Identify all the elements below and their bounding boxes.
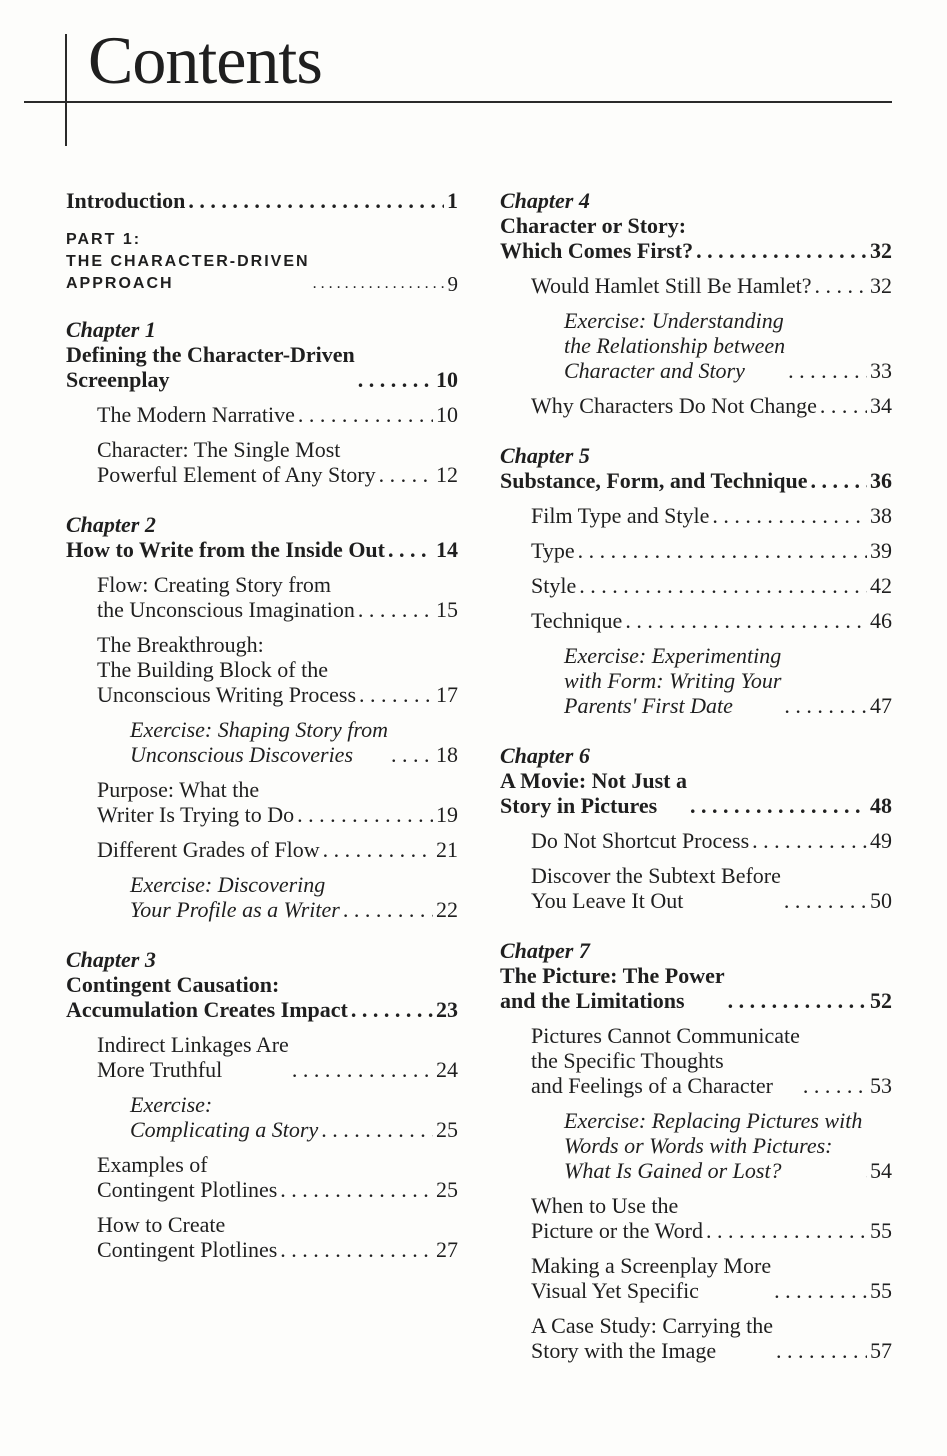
entry-title: Flow: Creating Story from the Unconscious Imagination (97, 572, 355, 622)
chapter-label: Chapter 1 (66, 317, 156, 342)
toc-left-column (66, 188, 458, 1262)
entry-title: The Picture: The Power and the Limitations (500, 963, 725, 1013)
leader-dots (388, 537, 433, 562)
entry-title: Exercise: Shaping Story from Unconscious Discoveries (130, 717, 389, 767)
chapter-4 (500, 188, 892, 418)
toc-entry-chapter-title[interactable] (66, 537, 458, 562)
leader-dots (313, 273, 445, 295)
leader-dots (379, 462, 433, 487)
leader-dots (776, 1338, 867, 1363)
leader-dots (788, 358, 867, 383)
leader-dots (690, 793, 867, 818)
leader-dots (820, 393, 867, 418)
entry-title: Contingent Causation: Accumulation Creates Impact (66, 972, 348, 1022)
entry-page: 14 (436, 537, 458, 562)
entry-page: 36 (870, 468, 892, 493)
toc-entry[interactable] (66, 777, 458, 827)
entry-page: 38 (870, 503, 892, 528)
chapter-6 (500, 743, 892, 913)
entry-title: Exercise: Replacing Pictures with Words or Words with Pictures: What Is Gained or Lost? (564, 1108, 863, 1183)
entry-page: 34 (870, 393, 892, 418)
leader-dots (359, 682, 433, 707)
leader-dots (774, 1278, 867, 1303)
chapter-label: Chapter 2 (66, 512, 156, 537)
entry-title: Exercise: Experimenting with Form: Writing Your Parents' First Date (564, 643, 782, 718)
toc-entry[interactable] (500, 1193, 892, 1243)
leader-dots (784, 888, 867, 913)
entry-title: Exercise: Understanding the Relationship between Character and Story (564, 308, 786, 383)
entry-title: Type (531, 538, 575, 563)
chapter-1 (66, 317, 458, 487)
entry-page: 25 (436, 1117, 458, 1142)
entry-title: Technique (531, 608, 623, 633)
toc-entry-chapter-title[interactable] (500, 963, 892, 1013)
part-label: PART 1: (66, 231, 142, 248)
toc-entry[interactable] (500, 863, 892, 913)
toc-entry-exercise[interactable] (66, 1092, 458, 1142)
toc-entry-chapter-title[interactable] (66, 342, 458, 392)
entry-title: Discover the Subtext Before You Leave It Out (531, 863, 781, 913)
entry-title: Pictures Cannot Communicate the Specific Thoughts and Feelings of a Character (531, 1023, 800, 1098)
entry-title: Introduction (66, 188, 186, 213)
entry-title: The Breakthrough: The Building Block of the Unconscious Writing Process (97, 632, 357, 707)
entry-page: 55 (870, 1218, 892, 1243)
leader-dots (280, 1177, 433, 1202)
entry-page: 17 (436, 682, 458, 707)
toc-entry[interactable] (500, 828, 892, 853)
entry-title: Exercise: Discovering Your Profile as a Writer (130, 872, 340, 922)
toc-entry-chapter-title[interactable] (500, 768, 892, 818)
leader-dots (712, 503, 867, 528)
chapter-2 (66, 512, 458, 922)
leader-dots (391, 742, 433, 767)
entry-title: A Case Study: Carrying the Story with the Image (531, 1313, 773, 1363)
leader-dots (297, 802, 433, 827)
entry-title: The Modern Narrative (97, 402, 295, 427)
leader-dots (706, 1218, 867, 1243)
entry-title: Exercise: Complicating a Story (130, 1092, 319, 1142)
entry-page: 48 (870, 793, 892, 818)
entry-page: 57 (870, 1338, 892, 1363)
chapter-label: Chapter 6 (500, 743, 590, 768)
leader-dots (188, 188, 444, 213)
entry-page: 9 (447, 272, 458, 296)
entry-title: Substance, Form, and Technique (500, 468, 808, 493)
leader-dots (579, 573, 867, 598)
toc-entry[interactable] (66, 572, 458, 622)
toc-entry-exercise[interactable] (500, 308, 892, 383)
toc-entry[interactable] (500, 1023, 892, 1098)
leader-dots (280, 1237, 433, 1262)
entry-page: 46 (870, 608, 892, 633)
leader-dots (578, 538, 867, 563)
toc-entry[interactable] (66, 1032, 458, 1082)
toc-entry-exercise[interactable] (500, 1108, 892, 1183)
entry-page: 47 (870, 693, 892, 718)
chapter-label: Chapter 3 (66, 947, 156, 972)
chapter-5 (500, 443, 892, 718)
entry-page: 32 (870, 273, 892, 298)
entry-page: 10 (436, 402, 458, 427)
toc-entry[interactable] (500, 608, 892, 633)
leader-dots (323, 837, 433, 862)
toc-entry-exercise[interactable] (66, 872, 458, 922)
entry-page: 52 (870, 988, 892, 1013)
toc-entry[interactable] (500, 503, 892, 528)
leader-dots (358, 597, 433, 622)
leader-dots (696, 238, 867, 263)
entry-page: 10 (436, 367, 458, 392)
leader-dots (358, 367, 433, 392)
chapter-7 (500, 938, 892, 1363)
entry-title: Would Hamlet Still Be Hamlet? (531, 273, 812, 298)
entry-page: 27 (436, 1237, 458, 1262)
toc-entry-part-1[interactable] (66, 251, 458, 295)
entry-title: Do Not Shortcut Process (531, 828, 750, 853)
entry-title: Character: The Single Most Powerful Element of Any Story (97, 437, 376, 487)
toc-entry[interactable] (500, 538, 892, 563)
entry-page: 1 (447, 188, 458, 213)
page-title: Contents (88, 22, 322, 98)
entry-title: When to Use the Picture or the Word (531, 1193, 703, 1243)
toc-entry[interactable] (66, 632, 458, 707)
entry-page: 32 (870, 238, 892, 263)
entry-title: Defining the Character-Driven Screenplay (66, 342, 355, 392)
entry-page: 23 (436, 997, 458, 1022)
toc-entry[interactable] (66, 1212, 458, 1262)
toc-entry[interactable] (66, 437, 458, 487)
leader-dots (292, 1057, 433, 1082)
toc-right-column (500, 188, 892, 1363)
chapter-label: Chapter 5 (500, 443, 590, 468)
entry-title: Why Characters Do Not Change (531, 393, 817, 418)
entry-page: 24 (436, 1057, 458, 1082)
toc-entry[interactable] (500, 573, 892, 598)
entry-title: Purpose: What the Writer Is Trying to Do (97, 777, 295, 827)
entry-title: Examples of Contingent Plotlines (97, 1152, 278, 1202)
leader-dots (321, 1117, 433, 1142)
entry-title: A Movie: Not Just a Story in Pictures (500, 768, 687, 818)
entry-page: 50 (870, 888, 892, 913)
entry-title: Indirect Linkages Are More Truthful (97, 1032, 289, 1082)
toc-entry[interactable] (500, 1253, 892, 1303)
entry-title: Style (531, 573, 577, 598)
entry-page: 25 (436, 1177, 458, 1202)
toc-entry-exercise[interactable] (500, 643, 892, 718)
toc-entry[interactable] (500, 393, 892, 418)
entry-title: Different Grades of Flow (97, 837, 320, 862)
entry-title: THE CHARACTER-DRIVEN APPROACH (66, 253, 310, 292)
toc-entry-exercise[interactable] (66, 717, 458, 767)
leader-dots (810, 468, 867, 493)
leader-dots (728, 988, 867, 1013)
entry-title: How to Write from the Inside Out (66, 537, 385, 562)
toc-entry[interactable] (66, 1152, 458, 1202)
entry-page: 19 (436, 802, 458, 827)
chapter-label: Chatper 7 (500, 938, 590, 963)
leader-dots (784, 693, 867, 718)
leader-dots (865, 1158, 867, 1183)
entry-page: 53 (870, 1073, 892, 1098)
title-vertical-rule (65, 34, 67, 146)
entry-page: 33 (870, 358, 892, 383)
entry-title: Making a Screenplay More Visual Yet Specific (531, 1253, 772, 1303)
leader-dots (343, 897, 433, 922)
entry-page: 39 (870, 538, 892, 563)
entry-page: 55 (870, 1278, 892, 1303)
toc-entry[interactable] (66, 402, 458, 427)
chapter-label: Chapter 4 (500, 188, 590, 213)
leader-dots (351, 997, 433, 1022)
toc-entry-introduction[interactable] (66, 188, 458, 213)
toc-entry-chapter-title[interactable] (66, 972, 458, 1022)
chapter-3 (66, 947, 458, 1262)
entry-title: How to Create Contingent Plotlines (97, 1212, 278, 1262)
entry-title: Character or Story: Which Comes First? (500, 213, 694, 263)
leader-dots (752, 828, 867, 853)
entry-page: 22 (436, 897, 458, 922)
entry-page: 42 (870, 573, 892, 598)
entry-page: 12 (436, 462, 458, 487)
leader-dots (815, 273, 867, 298)
entry-page: 49 (870, 828, 892, 853)
toc-entry[interactable] (500, 273, 892, 298)
entry-page: 54 (870, 1158, 892, 1183)
toc-entry-chapter-title[interactable] (500, 468, 892, 493)
leader-dots (625, 608, 867, 633)
leader-dots (298, 402, 433, 427)
entry-page: 18 (436, 742, 458, 767)
toc-entry[interactable] (500, 1313, 892, 1363)
entry-title: Film Type and Style (531, 503, 710, 528)
entry-page: 21 (436, 837, 458, 862)
toc-entry-chapter-title[interactable] (500, 213, 892, 263)
entry-page: 15 (436, 597, 458, 622)
toc-entry[interactable] (66, 837, 458, 862)
leader-dots (803, 1073, 867, 1098)
